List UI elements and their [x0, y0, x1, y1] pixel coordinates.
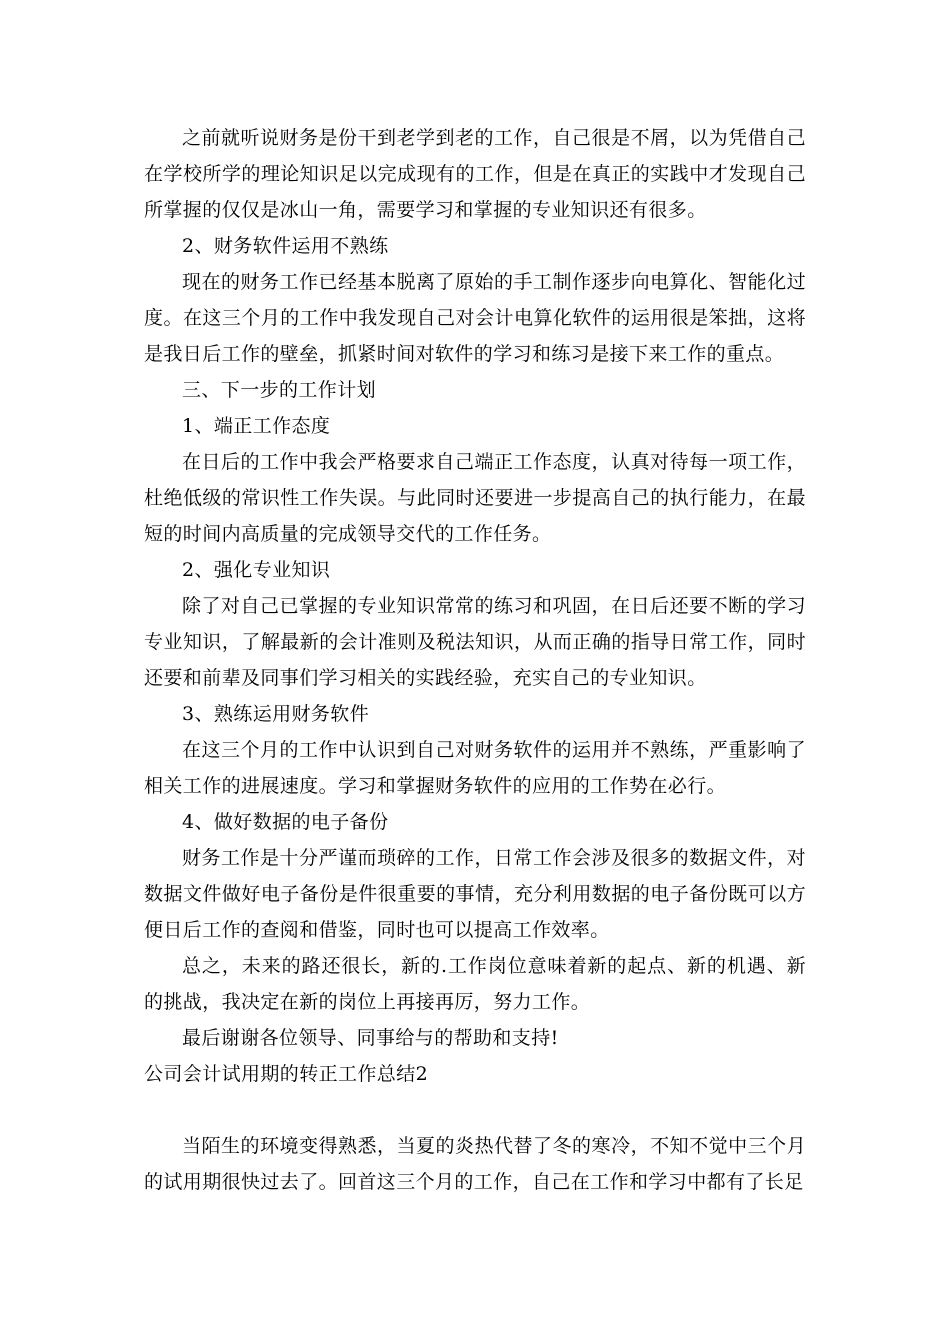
paragraph: 财务工作是十分严谨而琐碎的工作，日常工作会涉及很多的数据文件，对数据文件做好电子备份是件很重要的事情，充分利用数据的电子备份既可以方便日后工作的查阅和借鉴，同时也可以提高工作效率。: [144, 847, 806, 941]
section-heading: 2、强化专业知识: [182, 559, 331, 581]
section-heading: 2、财务软件运用不熟练: [182, 235, 389, 257]
blank-line: [144, 1092, 806, 1128]
document-title: 公司会计试用期的转正工作总结2: [144, 1063, 429, 1085]
paragraph: 当陌生的环境变得熟悉，当夏的炎热代替了冬的寒冷，不知不觉中三个月的试用期很快过去了。回首这三个月的工作，自己在工作和学习中都有了长足: [144, 1135, 806, 1193]
section-heading: 4、做好数据的电子备份: [182, 811, 389, 833]
paragraph: 总之，未来的路还很长，新的.工作岗位意味着新的起点、新的机遇、新的挑战，我决定在新的岗位上再接再厉，努力工作。: [144, 955, 806, 1013]
paragraph: 之前就听说财务是份干到老学到老的工作，自己很是不屑，以为凭借自己在学校所学的理论知识足以完成现有的工作，但是在真正的实践中才发现自己所掌握的仅仅是冰山一角，需要学习和掌握的专业知识还有很多。: [144, 127, 806, 221]
section-heading: 1、端正工作态度: [182, 415, 331, 437]
section-heading: 三、下一步的工作计划: [182, 379, 377, 401]
paragraph: 现在的财务工作已经基本脱离了原始的手工制作逐步向电算化、智能化过度。在这三个月的工作中我发现自己对会计电算化软件的运用很是笨拙，这将是我日后工作的壁垒，抓紧时间对软件的学习和练习是接下来工作的重点。: [144, 271, 806, 365]
paragraph: 最后谢谢各位领导、同事给与的帮助和支持!: [182, 1027, 559, 1049]
paragraph: 除了对自己已掌握的专业知识常常的练习和巩固，在日后还要不断的学习专业知识，了解最新的会计准则及税法知识，从而正确的指导日常工作，同时还要和前辈及同事们学习相关的实践经验，充实自己的专业知识。: [144, 595, 806, 689]
section-heading: 3、熟练运用财务软件: [182, 703, 370, 725]
document-body: [144, 120, 806, 1200]
paragraph: 在这三个月的工作中认识到自己对财务软件的运用并不熟练，严重影响了相关工作的进展速度。学习和掌握财务软件的应用的工作势在必行。: [144, 739, 806, 797]
paragraph: 在日后的工作中我会严格要求自己端正工作态度，认真对待每一项工作，杜绝低级的常识性工作失误。与此同时还要进一步提高自己的执行能力，在最短的时间内高质量的完成领导交代的工作任务。: [144, 451, 806, 545]
